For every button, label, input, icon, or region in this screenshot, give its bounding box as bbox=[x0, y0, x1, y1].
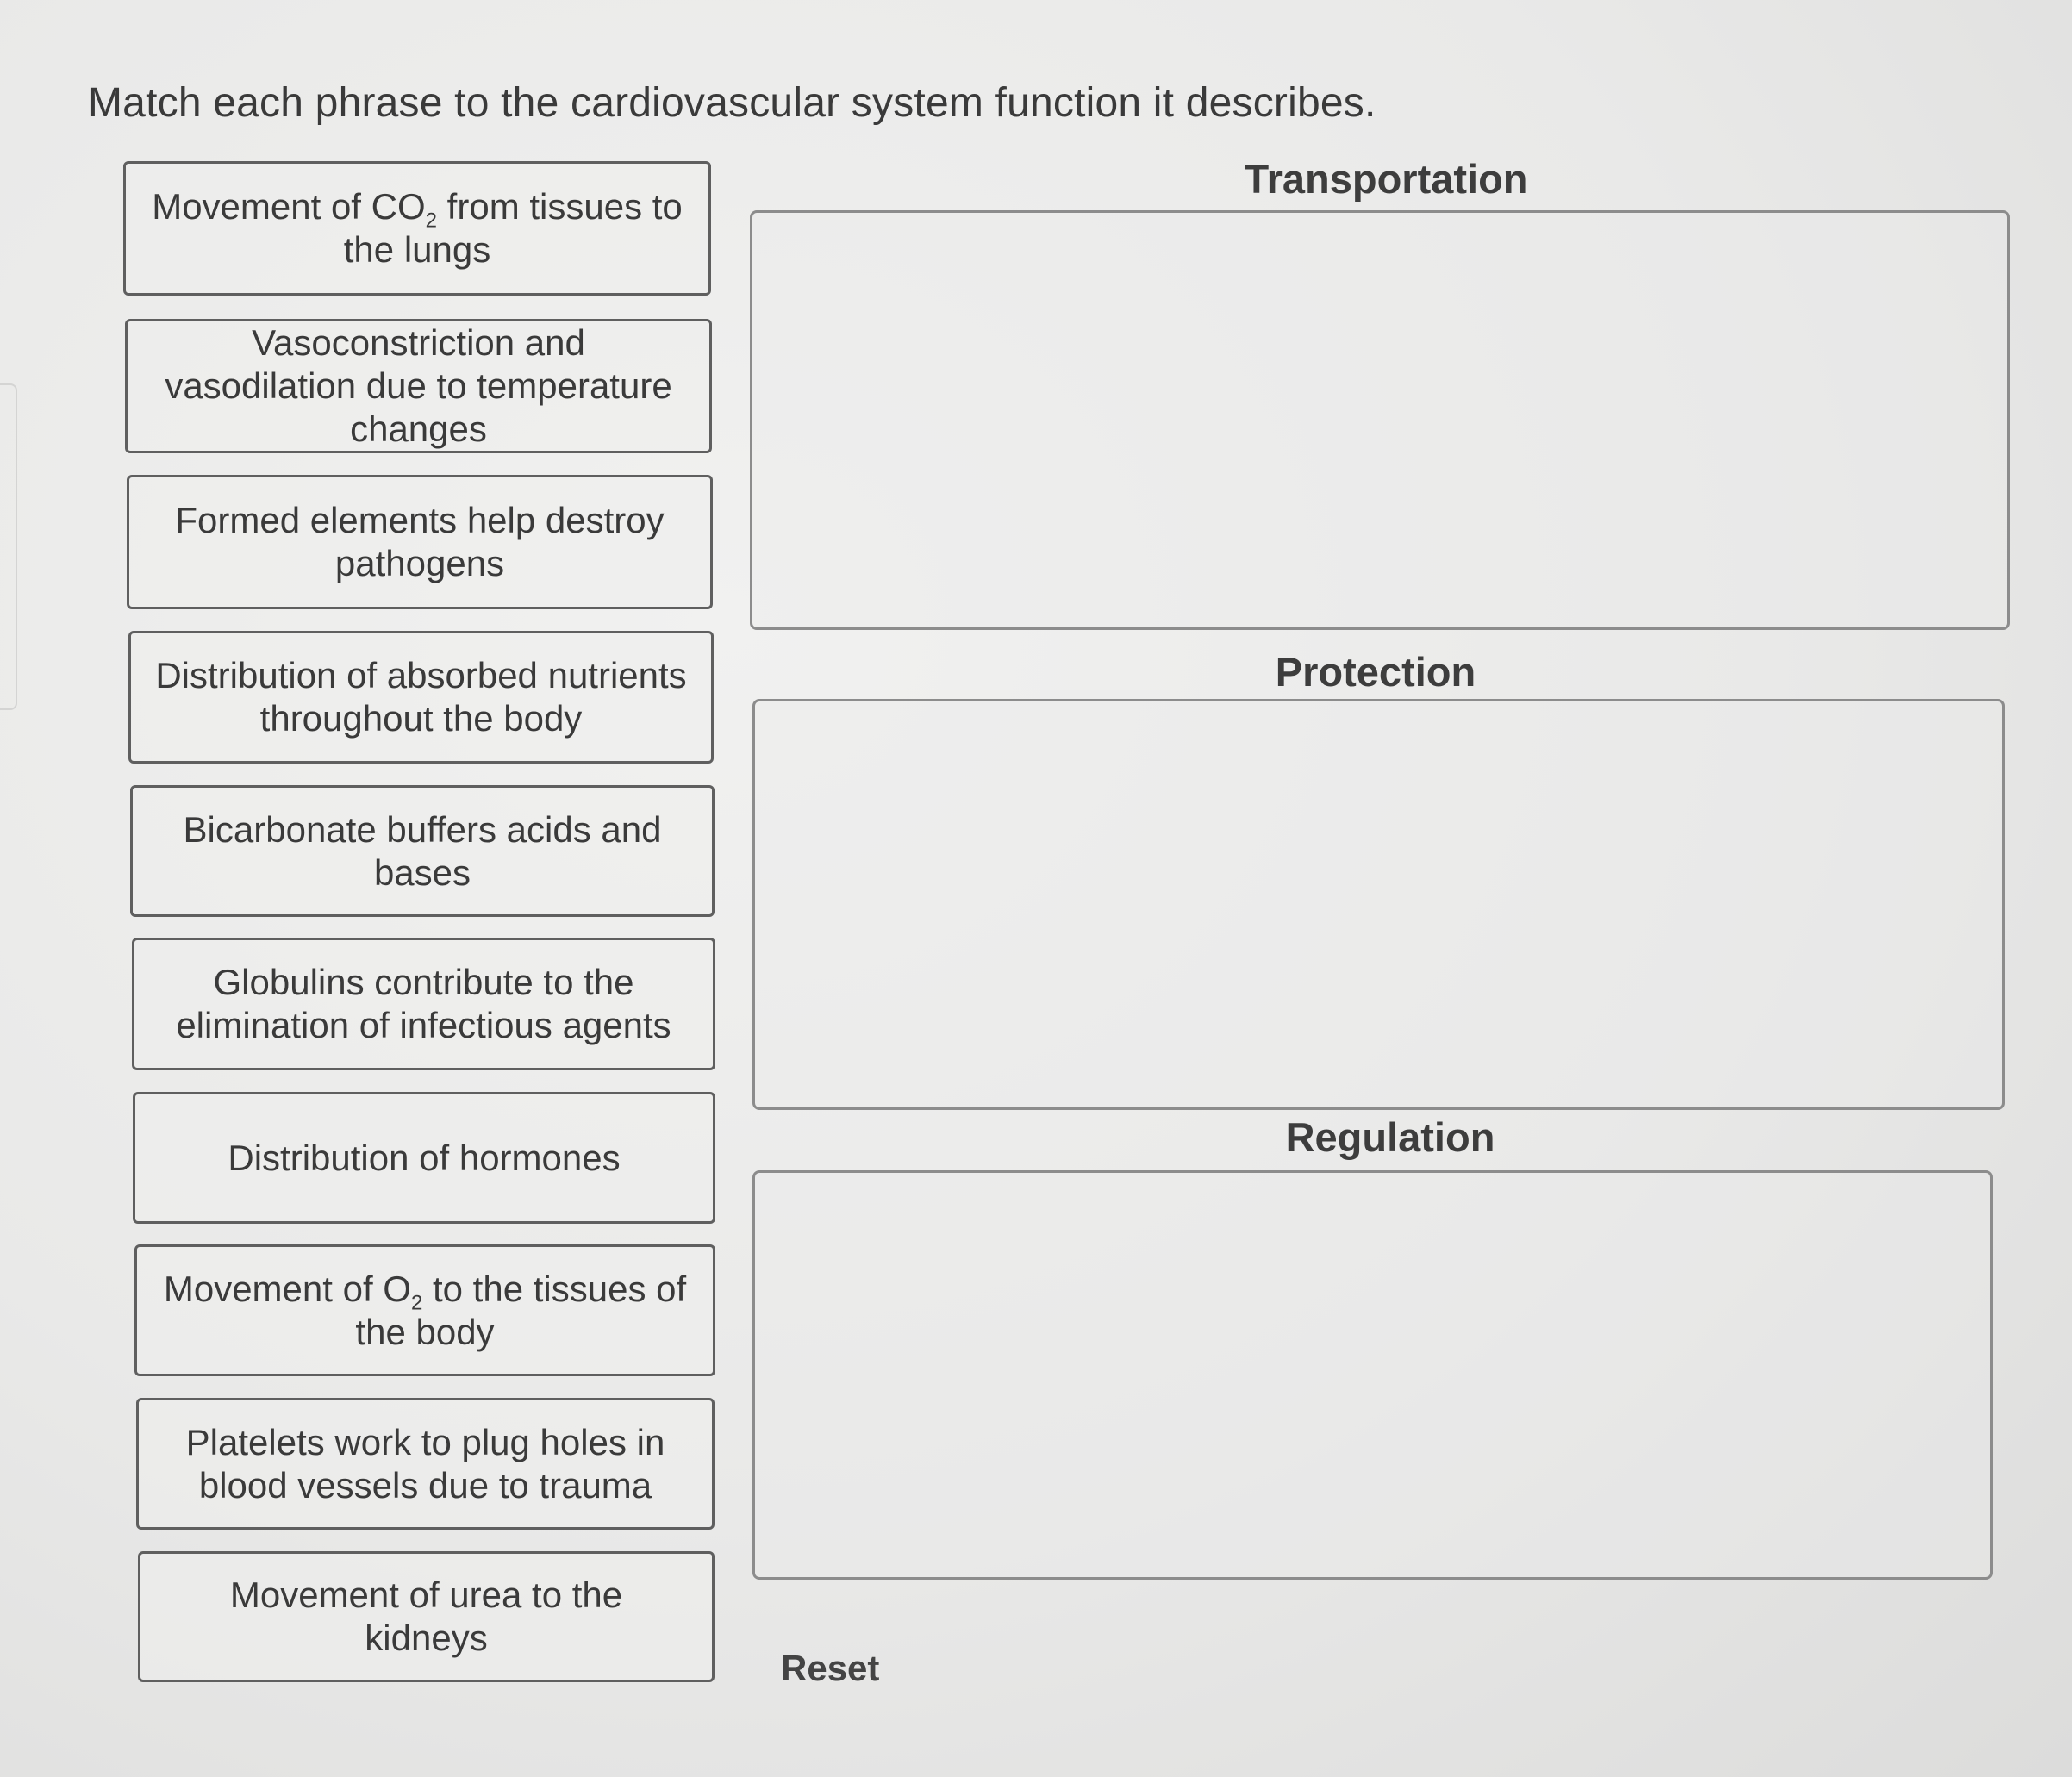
instructions-text: Match each phrase to the cardiovascular system function it describes. bbox=[88, 80, 1376, 126]
drop-zone-transportation[interactable] bbox=[750, 210, 2010, 630]
card-text: Formed elements help destroy pathogens bbox=[175, 500, 665, 583]
card-text: Vasoconstriction and vasodilation due to temperature changes bbox=[165, 322, 672, 449]
reset-button[interactable]: Reset bbox=[781, 1648, 880, 1688]
card-text: Bicarbonate buffers acids and bases bbox=[183, 808, 662, 893]
draggable-card-co2[interactable] bbox=[123, 161, 711, 296]
card-text: Platelets work to plug holes in blood vessels due to trauma bbox=[185, 1421, 665, 1506]
drop-zone-protection[interactable] bbox=[752, 699, 2005, 1110]
draggable-card-platelets[interactable] bbox=[136, 1398, 715, 1530]
draggable-card-globulins[interactable] bbox=[132, 938, 715, 1070]
draggable-card-formed-elements[interactable] bbox=[127, 475, 713, 609]
category-title-transportation: Transportation bbox=[1244, 156, 1528, 202]
draggable-card-urea[interactable] bbox=[138, 1551, 715, 1682]
category-title-protection: Protection bbox=[1275, 649, 1476, 695]
card-text: Globulins contribute to the elimination of infectious agents bbox=[176, 962, 671, 1045]
card-text: Movement of $O_2$ to the tissues of the body bbox=[163, 1268, 687, 1352]
draggable-card-o2[interactable] bbox=[134, 1244, 715, 1376]
draggable-card-vasoconstriction[interactable] bbox=[125, 319, 712, 453]
background-panel-edge bbox=[0, 383, 17, 710]
card-text: Movement of urea to the kidneys bbox=[229, 1574, 623, 1658]
card-text: Movement of $CO_2$ from tissues to the lungs bbox=[152, 186, 683, 270]
card-text: Distribution of absorbed nutrients throughout the body bbox=[155, 655, 687, 739]
draggable-card-nutrients[interactable] bbox=[128, 631, 714, 764]
category-title-regulation: Regulation bbox=[1285, 1114, 1495, 1160]
card-text: Distribution of hormones bbox=[228, 1137, 621, 1178]
draggable-card-hormones[interactable] bbox=[133, 1092, 715, 1224]
drop-zone-regulation[interactable] bbox=[752, 1170, 1993, 1580]
draggable-card-bicarbonate[interactable] bbox=[130, 785, 715, 917]
